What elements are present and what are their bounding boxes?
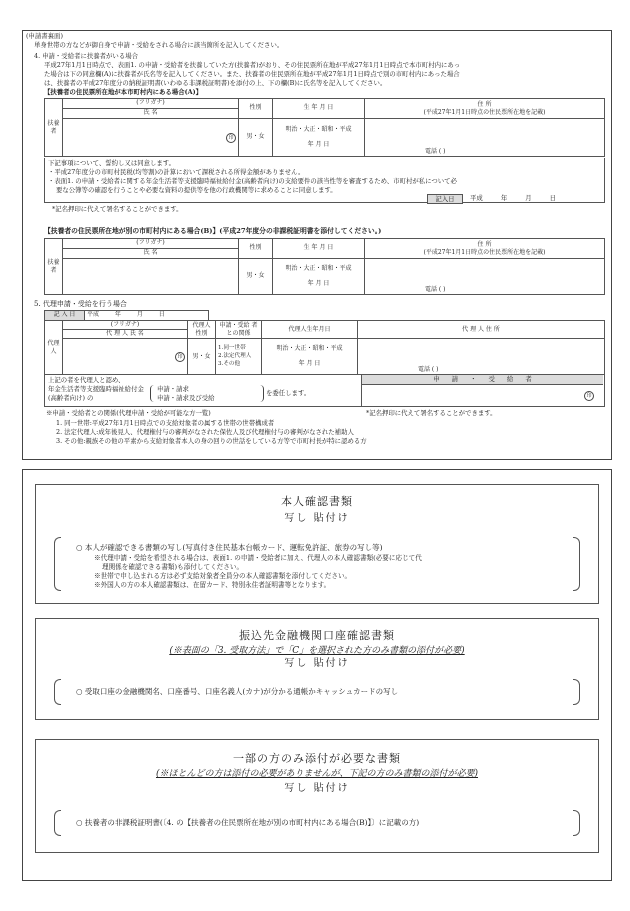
agent-dob-header: 代理人生年月日 bbox=[262, 321, 358, 339]
delegate-line2: 年金生活者等支援臨時福祉給付金 bbox=[48, 385, 144, 393]
entry-date-label-5: 記 入 日 bbox=[45, 311, 85, 321]
consent-line2: ・平成27年度分の市町村民税(均等割)の計算において課税される所得金額がありません。 bbox=[48, 168, 305, 176]
consent-line1: 下記事項について、誓約し又は同意します。 bbox=[48, 159, 176, 167]
identity-title: 本人確認書類 bbox=[281, 495, 353, 508]
agent-seal-mark: 印 bbox=[175, 352, 185, 362]
agent-address-header: 代 理 人 住 所 bbox=[358, 321, 605, 339]
relation-def-2: 2. 法定代理人:成年後見人、代理権付与の審判がなされた保佐人及び代理権付与の審判がなされた補助人 bbox=[56, 428, 354, 436]
supporter-table-a bbox=[44, 98, 605, 157]
seal-mark: 印 bbox=[226, 133, 236, 143]
partial-bracket-left bbox=[54, 810, 61, 836]
address-header: 住 所 (平成27年1月1日時点の住民票所在地を記載) bbox=[365, 99, 605, 119]
phone-field[interactable]: 電話 ( ) bbox=[365, 119, 605, 157]
agent-gender-options[interactable]: 男・女 bbox=[188, 339, 216, 375]
intro-text: 単身世帯の方などが御自身で申請・受給をされる場合に該当箇所を記入してください。 bbox=[34, 41, 284, 49]
section4-para1: 平成27年1月1日時点で、表面1. の申請・受給者を扶養していた方(扶養者)がおり、その住民票所在地が平成27年1月1日時点で本市町村内にあっ bbox=[44, 61, 461, 69]
applicant-label: 申 請 ・ 受 給 者 bbox=[362, 375, 603, 385]
relation-options[interactable]: 1.同一世帯 2.法定代理人 3.その他 bbox=[216, 339, 262, 375]
agent-furigana-header: (フリガナ) bbox=[63, 321, 188, 330]
table-a-caption: 【扶養者の住民票所在地が本市町村内にある場合(A)】 bbox=[44, 88, 202, 96]
sign-note-a: *記名押印に代えて署名することができます。 bbox=[52, 205, 183, 213]
delegate-option1[interactable]: 申請・請求 bbox=[157, 385, 189, 393]
supporter-name-field-b[interactable] bbox=[63, 259, 239, 295]
gender-options[interactable]: 男・女 bbox=[239, 119, 273, 157]
entry-date-value-a[interactable]: 平成 年 月 日 bbox=[470, 194, 557, 202]
bank-doc-box bbox=[35, 618, 599, 720]
name-header-b: 氏 名 bbox=[63, 249, 239, 259]
consent-line3: ・表面1. の申請・受給者に関する年金生活者等支援臨時福祉給付金(高齢者向け)の支給要件の該当性等を審査するため、市町村が私について必 bbox=[48, 177, 457, 185]
delegate-option2[interactable]: 申請・請求及び受給 bbox=[157, 394, 215, 402]
sign-note-5: *記名押印に代えて署名することができます。 bbox=[366, 409, 497, 417]
gender-options-b[interactable]: 男・女 bbox=[239, 259, 273, 295]
agent-label: 代理人 bbox=[45, 321, 63, 375]
identity-note3: ※世帯で申し込まれる方は必ず支給対象者全員分の本人確認書類を添付してください。 bbox=[94, 572, 352, 580]
dob-field-b[interactable]: 明治・大正・昭和・平成 年 月 日 bbox=[273, 259, 365, 295]
dob-header: 生 年 月 日 bbox=[273, 99, 365, 119]
dob-field[interactable]: 明治・大正・昭和・平成 年 月 日 bbox=[273, 119, 365, 157]
supporter-name-field[interactable] bbox=[63, 119, 239, 157]
applicant-seal[interactable]: 印 bbox=[584, 391, 594, 401]
furigana-header: (フリガナ) bbox=[63, 99, 239, 109]
section4-para3: は、扶養者の平成27年度分の納税証明書(いわゆる非課税証明書)を添付の上、下の欄(B)に氏名等を記入してください。 bbox=[44, 79, 387, 87]
phone-field-b[interactable]: 電話 ( ) bbox=[365, 259, 605, 295]
partial-doc-box bbox=[35, 739, 599, 853]
relation-def-3: 3. その他:親族その他の平素から支給対象者本人の身の回りの世話をしている方等で市町村長が特に認める方 bbox=[56, 437, 367, 445]
agent-phone-field[interactable]: 電話 ( ) bbox=[358, 339, 605, 375]
section5-title: 5. 代理申請・受給を行う場合 bbox=[34, 300, 127, 308]
supporter-label-b: 扶養者 bbox=[45, 239, 63, 295]
identity-paste: 写し 貼付け bbox=[284, 513, 350, 524]
bank-subtitle: (※表面の「3. 受取方法」で「C」を選択された方のみ書類の添付が必要) bbox=[169, 646, 465, 656]
identity-bracket-left bbox=[54, 537, 61, 591]
section4-para2: た場合は下の同意欄(A)に扶養者が氏名等を記入してください。また、扶養者の住民票所在地が平成27年1月1日時点で別の市町村内にあった場合 bbox=[44, 70, 460, 78]
table-b-caption: 【扶養者の住民票所在地が別の市町村内にある場合(B)】(平成27年度分の非課税証明書を添付してください。) bbox=[44, 227, 382, 235]
dob-header-b: 生 年 月 日 bbox=[273, 239, 365, 259]
delegate-end: を委任します。 bbox=[266, 389, 311, 397]
partial-subtitle: (※ほとんどの方は添付の必要がありませんが、下記の方のみ書類の添付が必要) bbox=[155, 769, 479, 779]
identity-note2: 理関係を確認できる書類)も添付してください。 bbox=[102, 563, 244, 571]
identity-bracket-right bbox=[573, 537, 580, 591]
relation-def-1: 1. 同一世帯:平成27年1月1日時点での支給対象者の属する世帯の世帯構成者 bbox=[56, 419, 275, 427]
gender-header-b: 性別 bbox=[239, 239, 273, 259]
supporter-table-b bbox=[44, 238, 605, 295]
agent-dob-field[interactable]: 明治・大正・昭和・平成 年 月 日 bbox=[262, 339, 358, 375]
bank-bracket-left bbox=[54, 679, 61, 705]
furigana-header-b: (フリガナ) bbox=[63, 239, 239, 249]
identity-note4: ※外国人の方の本人確認書類は、在留カード、特別永住者証明書等となります。 bbox=[94, 581, 331, 589]
bank-title: 振込先金融機関口座確認書類 bbox=[239, 629, 395, 642]
delegate-line1: 上記の者を代理人と認め、 bbox=[48, 376, 125, 384]
delegate-line3: (高齢者向け) の bbox=[48, 394, 94, 402]
identity-note1: ※代理申請・受給を希望される場合は、表面1. の申請・受給者に加え、代理人の本人確認書類(必要に応じて代 bbox=[94, 554, 422, 562]
partial-title: 一部の方のみ添付が必要な書類 bbox=[233, 752, 401, 765]
relation-header: 申請・受給 者との関係 bbox=[216, 321, 262, 339]
bank-bracket-right bbox=[573, 679, 580, 705]
address-header-b: 住 所 (平成27年1月1日時点の住民票所在地を記載) bbox=[365, 239, 605, 259]
partial-item: ○ 扶養者の非課税証明書(〔4. の【扶養者の住民票所在地が別の市町村内にある場合(B)】〕に記載の方) bbox=[76, 818, 420, 827]
bank-item: ○ 受取口座の金融機関名、口座番号、口座名義人(カナ)が分かる通帳かキャッシュカードの写し bbox=[76, 687, 399, 696]
partial-bracket-right bbox=[573, 810, 580, 836]
partial-paste: 写し 貼付け bbox=[284, 783, 350, 794]
agent-name-field[interactable] bbox=[63, 339, 188, 375]
gender-header: 性別 bbox=[239, 99, 273, 119]
agent-table bbox=[44, 320, 605, 375]
agent-gender-header: 代理人 性別 bbox=[188, 321, 216, 339]
entry-date-label-a: 記入日 bbox=[427, 194, 463, 204]
consent-line4: 要な公簿等の確認を行うことや必要な資料の提供等を他の行政機関等に求めることに同意します。 bbox=[56, 186, 337, 194]
supporter-label: 扶養者 bbox=[45, 99, 63, 157]
bank-paste: 写し 貼付け bbox=[284, 658, 350, 669]
relation-note: ※申請・受給者との関係(代理申請・受給が可能な方一覧) bbox=[46, 409, 211, 417]
identity-doc-box bbox=[35, 484, 599, 604]
section4-title: 4. 申請・受給者に扶養者がいる場合 bbox=[34, 52, 138, 60]
identity-item: ○ 本人が確認できる書類の写し(写真付き住民基本台帳カード、運転免許証、旅券の写し等) bbox=[76, 543, 383, 552]
reverse-side-label: (申請書裏面) bbox=[26, 32, 63, 40]
agent-name-header: 代 理 人 氏 名 bbox=[63, 330, 188, 339]
name-header: 氏 名 bbox=[63, 109, 239, 119]
entry-date-value-5[interactable]: 平成 年 月 日 bbox=[85, 311, 209, 321]
